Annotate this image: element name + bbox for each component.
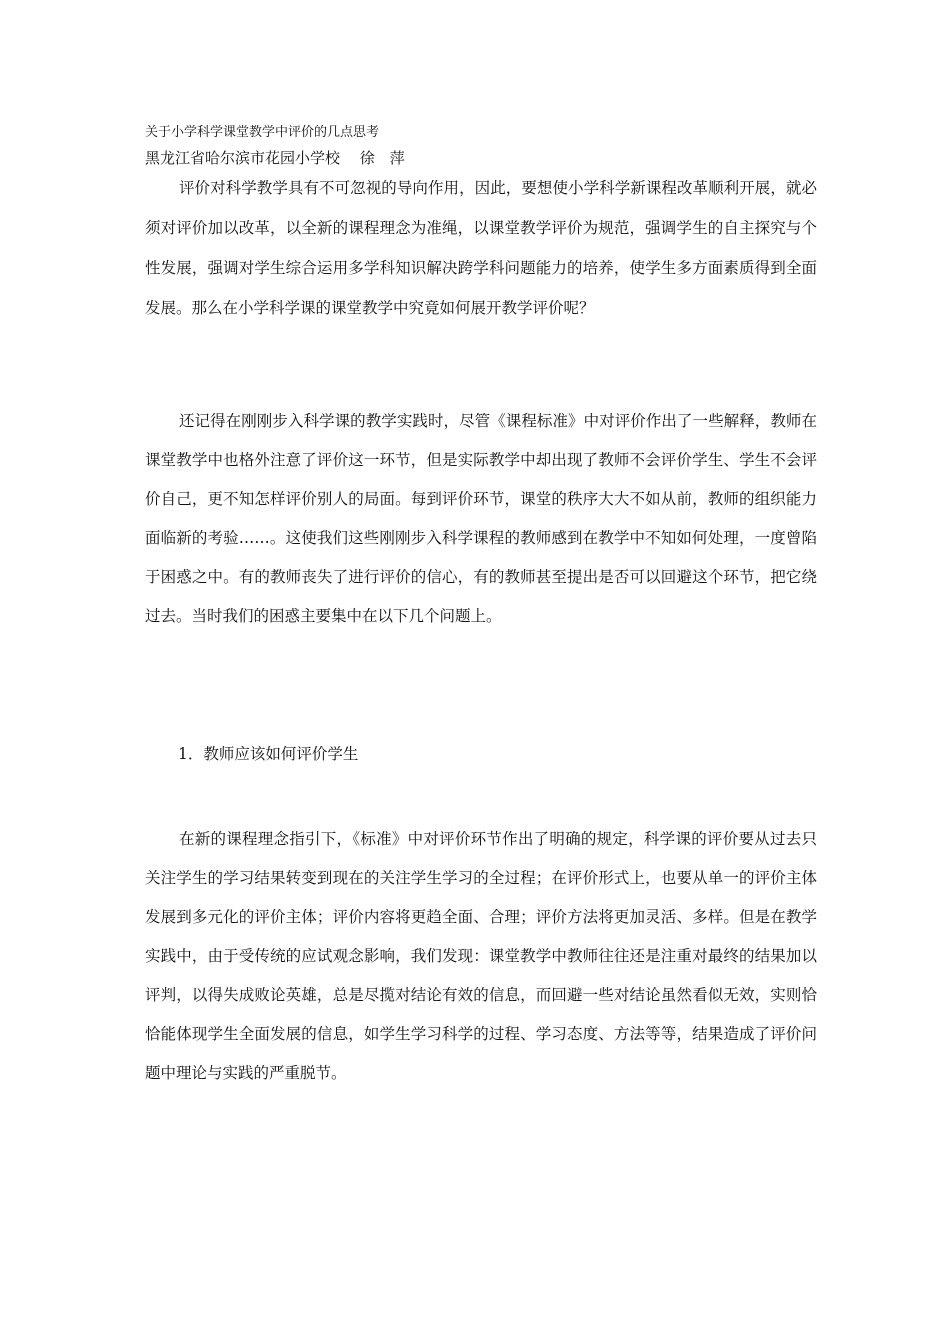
paragraph-background: 还记得在刚刚步入科学课的教学实践时，尽管《课程标准》中对评价作出了一些解释，教师在课堂教学中也格外注意了评价这一环节，但是实际教学中却出现了教师不会评价学生、学生不会评价自己，更不知怎样评价别人的局面。每到评价环节，课堂的秩序大大不如从前，教师的组织能力面临新的考验……。这使我们这些刚刚步入科学课程的教师感到在教学中不知如何处理，一度曾陷于困惑之中。有的教师丧失了进行评价的信心，有的教师甚至提出是否可以回避这个环节，把它绕过去。当时我们的困惑主要集中在以下几个问题上。: [145, 412, 817, 625]
document-title: 关于小学科学课堂教学中评价的几点思考: [145, 125, 380, 140]
author-line: 黑龙江省哈尔滨市花园小学校 徐 萍: [145, 149, 405, 167]
section-heading-1: 1．教师应该如何评价学生: [178, 745, 359, 763]
paragraph-intro: 评价对科学教学具有不可忽视的导向作用，因此，要想使小学科学新课程改革顺利开展，就必须对评价加以改革，以全新的课程理念为准绳，以课堂教学评价为规范，强调学生的自主探究与个性发展，强调对学生综合运用多学科知识解决跨学科问题能力的培养，使学生多方面素质得到全面发展。那么在小学科学课的课堂教学中究竟如何展开教学评价呢？: [145, 179, 817, 317]
paragraph-section-1: 在新的课程理念指引下，《标准》中对评价环节作出了明确的规定，科学课的评价要从过去只关注学生的学习结果转变到现在的关注学生学习的全过程；在评价形式上，也要从单一的评价主体发展到多元化的评价主体；评价内容将更趋全面、合理；评价方法将更加灵活、多样。但是在教学实践中，由于受传统的应试观念影响，我们发现：课堂教学中教师往往还是注重对最终的结果加以评判，以得失成败论英雄，总是尽揽对结论有效的信息，而回避一些对结论虽然看似无效，实则恰恰能体现学生全面发展的信息，如学生学习科学的过程、学习态度、方法等等，结果造成了评价问题中理论与实践的严重脱节。: [145, 830, 817, 1082]
